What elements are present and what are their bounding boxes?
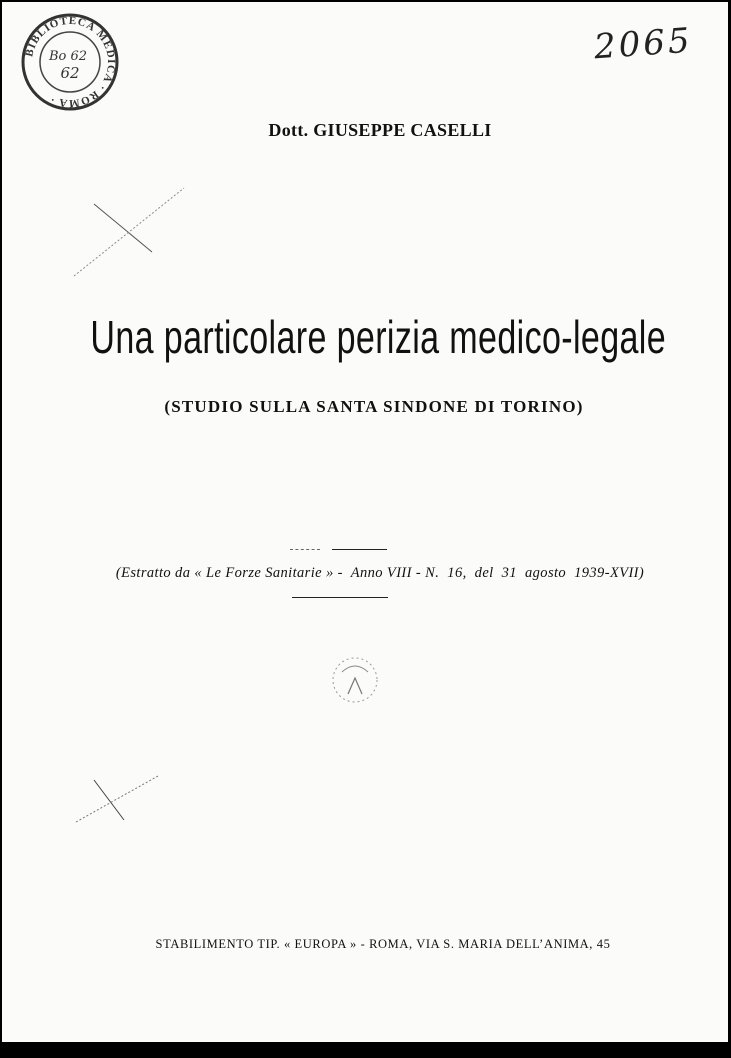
printer-imprint: STABILIMENTO TIP. « EUROPA » - ROMA, VIA S. MARIA DELL’ANIMA, 45 [155, 937, 611, 951]
svg-text:62: 62 [60, 64, 80, 82]
handwritten-number: 2065 [592, 20, 694, 68]
library-stamp [18, 10, 122, 114]
extract-note: (Estratto da « Le Forze Sanitarie » - Anno VIII - N. 16, del 31 agosto 1939-XVII) [115, 565, 645, 581]
faint-cross-mark-lower [72, 770, 172, 830]
svg-text:BIBLIOTECA MEDICA · ROMA ·: BIBLIOTECA MEDICA · ROMA · [23, 14, 118, 110]
document-subtitle: (STUDIO SULLA SANTA SINDONE DI TORINO) [164, 397, 584, 416]
document-title: Una particolare perizia medico-legale [90, 311, 667, 363]
svg-text:Bo 62: Bo 62 [48, 49, 88, 64]
faint-ornament [320, 654, 390, 706]
faint-cross-mark [72, 182, 192, 282]
author-name: Dott. GIUSEPPE CASELLI [268, 120, 492, 140]
rule-bottom [292, 597, 388, 598]
document-page [2, 2, 728, 1042]
rule-top-dashed [290, 549, 320, 550]
rule-top [332, 549, 387, 550]
